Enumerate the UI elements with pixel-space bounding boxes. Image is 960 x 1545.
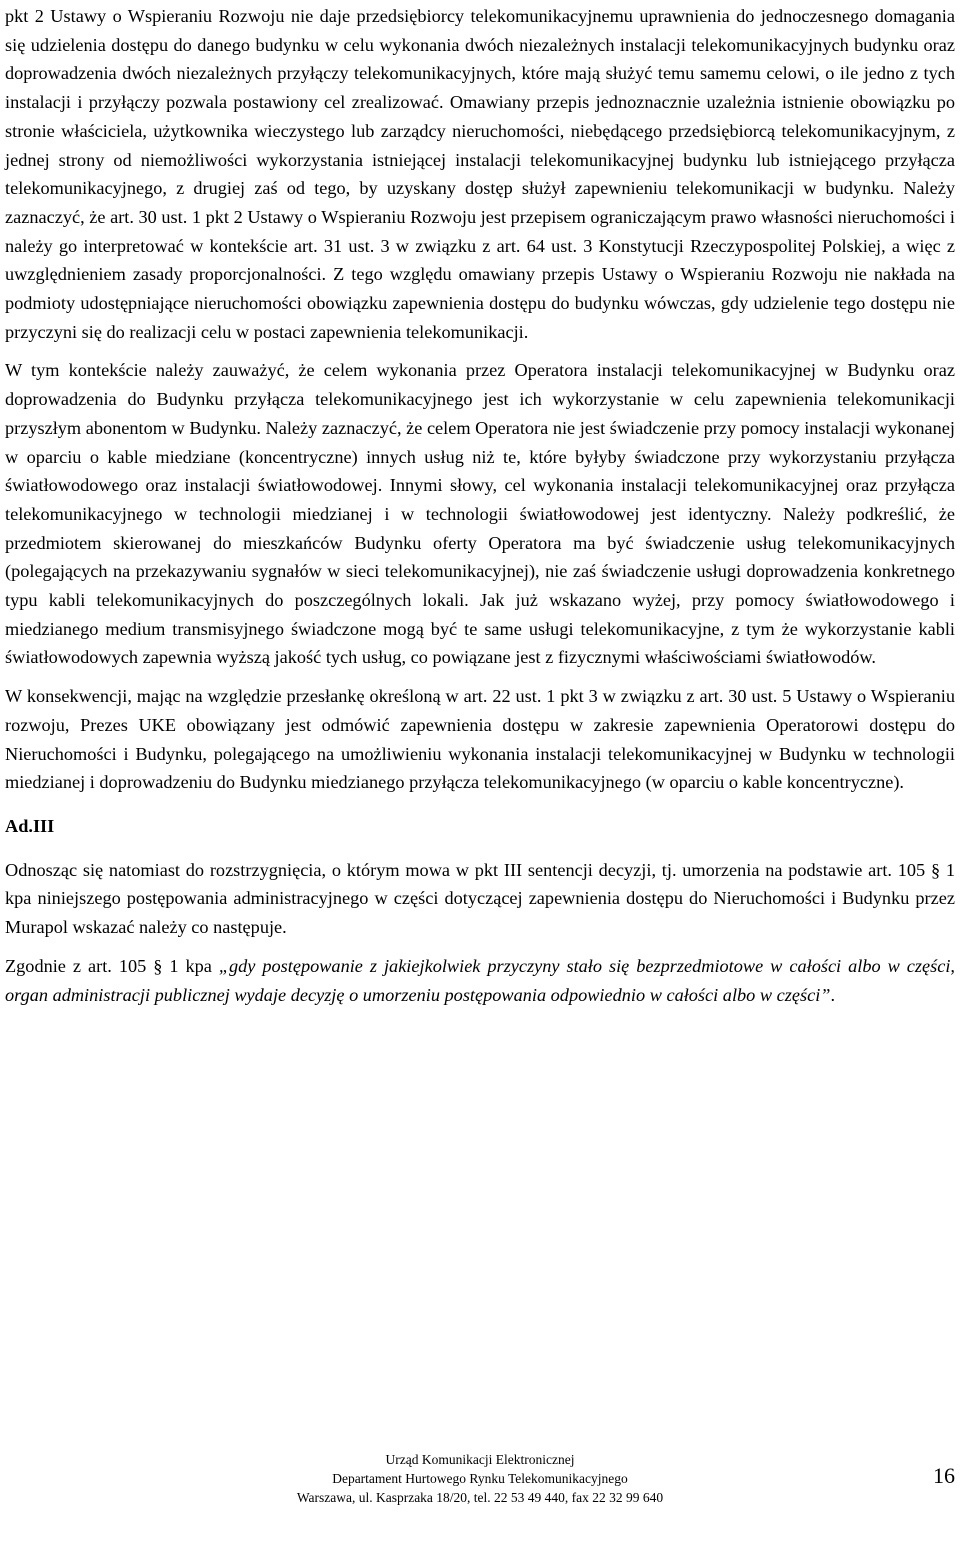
legal-quote: „gdy postępowanie z jakiejkolwiek przyczyny stało się bezprzedmiotowe w całości albo w części, organ administracji publicznej wydaje decyzję o umorzeniu postępowania odpowiednio w całości albo w części” xyxy=(5,955,955,1005)
footer-address: Warszawa, ul. Kasprzaka 18/20, tel. 22 53 49 440, fax 22 32 99 640 xyxy=(296,1490,664,1505)
section-heading: Ad.III xyxy=(5,815,55,836)
paragraph-5 xyxy=(5,952,955,1009)
document-page xyxy=(5,2,955,1009)
paragraph-5-end: . xyxy=(830,984,836,1005)
paragraph-1: pkt 2 Ustawy o Wspieraniu Rozwoju nie daje przedsiębiorcy telekomunikacyjnemu uprawnienia do jednoczesnego domagania się udzielenia dostępu do danego budynku w celu wykonania dwóch niezależnych instalacji telekomunikacyjnych budynku oraz doprowadzenia dwóch niezależnych przyłączy telekomunikacyjnych, które mają służyć temu samemu celowi, o ile jedno z tych instalacji i przyłączy pozwala postawiony cel zrealizować. Omawiany przepis jednoznacznie uzależnia istnienie obowiązku po stronie właściciela, użytkownika wieczystego lub zarządcy nieruchomości, niebędącego przedsiębiorcą telekomunikacyjnym, z jednej strony od niemożliwości wykorzystania istniejącej instalacji telekomunikacyjnej budynku lub istniejącego przyłącza telekomunikacyjnego, z drugiej zaś od tego, by uzyskany dostęp służył zapewnieniu telekomunikacji w budynku. Należy zaznaczyć, że art. 30 ust. 1 pkt 2 Ustawy o Wspieraniu Rozwoju jest przepisem ograniczającym prawo własności nieruchomości i należy go interpretować w kontekście art. 31 ust. 3 w związku z art. 64 ust. 3 Konstytucji Rzeczypospolitej Polskiej, a więc z uwzględnieniem zasady proporcjonalności. Z tego względu omawiany przepis Ustawy o Wspieraniu Rozwoju nie nakłada na podmioty udostępniające nieruchomości obowiązku zapewnienia dostępu do budynku wówczas, gdy udzielenie tego dostępu nie przyczyni się do realizacji celu w postaci zapewnienia telekomunikacji. xyxy=(5,6,955,342)
paragraph-2: W tym kontekście należy zauważyć, że celem wykonania przez Operatora instalacji telekomunikacyjnej w Budynku oraz doprowadzenia do Budynku przyłącza telekomunikacyjnego jest ich wykorzystanie w celu zapewnienia telekomunikacji przyszłym abonentom w Budynku. Należy zaznaczyć, że celem Operatora nie jest świadczenie przy pomocy instalacji wykonanej w oparciu o kable miedziane (koncentryczne) innych usług niż te, które byłyby świadczone przy wykorzystaniu przyłącza światłowodowego oraz instalacji światłowodowej. Innymi słowy, cel wykonania instalacji telekomunikacyjnej oraz przyłącza telekomunikacyjnego w technologii miedzianej i w technologii światłowodowej jest identyczny. Należy podkreślić, że przedmiotem skierowanej do mieszkańców Budynku oferty Operatora ma być świadczenie usług telekomunikacyjnych (polegających na przekazywaniu sygnałów w sieci telekomunikacyjnej), nie zaś świadczenie usługi doprowadzenia konkretnego typu kabli telekomunikacyjnych do poszczególnych lokali. Jak już wskazano wyżej, przy pomocy światłowodowego i miedzianego medium transmisyjnego świadczone mogą być te same usługi telekomunikacyjne, z tym że wykorzystanie kabli światłowodowych zapewnia wyższą jakość tych usług, co powiązane jest z fizycznymi właściwościami światłowodów. xyxy=(5,360,955,668)
footer-department: Departament Hurtowego Rynku Telekomunikacyjnego xyxy=(332,1471,628,1486)
paragraph-4: Odnosząc się natomiast do rozstrzygnięcia, o którym mowa w pkt III sentencji decyzji, tj. umorzenia na podstawie art. 105 § 1 kpa niniejszego postępowania administracyjnego w części dotyczącej zapewnienia dostępu do Nieruchomości i Budynku przez Murapol wskazać należy co następuje. xyxy=(5,859,955,938)
paragraph-5-lead: Zgodnie z art. 105 § 1 kpa xyxy=(5,955,219,976)
page-number: 16 xyxy=(933,1463,955,1488)
paragraph-3: W konsekwencji, mając na względzie przesłankę określoną w art. 22 ust. 1 pkt 3 w związku z art. 30 ust. 5 Ustawy o Wspieraniu rozwoju, Prezes UKE obowiązany jest odmówić zapewnienia dostępu w zakresie zapewnienia Operatorowi dostępu do Nieruchomości i Budynku, polegającego na umożliwieniu wykonania instalacji telekomunikacyjnej w Budynku w technologii miedzianej i doprowadzeniu do Budynku miedzianego przyłącza telekomunikacyjnego (w oparciu o kable koncentryczne). xyxy=(5,686,955,793)
page-footer xyxy=(0,1450,960,1507)
footer-institution: Urząd Komunikacji Elektronicznej xyxy=(385,1452,575,1467)
